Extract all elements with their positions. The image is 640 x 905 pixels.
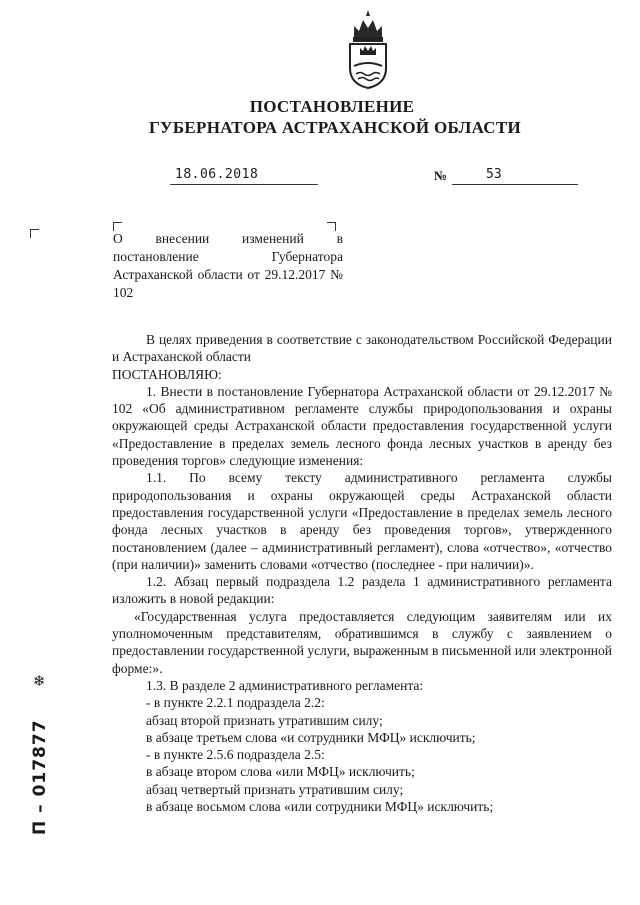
snowflake-icon: ❄ bbox=[33, 672, 46, 690]
body-paragraph: - в пункте 2.5.6 подраздела 2.5: bbox=[146, 747, 325, 763]
body-paragraph: ПОСТАНОВЛЯЮ: bbox=[112, 366, 222, 382]
body-paragraph: абзац второй признать утратившим силу; bbox=[146, 712, 383, 728]
date-value: 18.06.2018 bbox=[175, 167, 259, 182]
number-field bbox=[452, 168, 578, 185]
body-paragraph: абзац четвертый признать утратившим силу; bbox=[146, 781, 404, 797]
body-paragraph: в абзаце втором слова «или МФЦ» исключить; bbox=[146, 764, 415, 780]
body-paragraph: «Государственная услуга предоставляется следующим заявителям или их уполномоченным представителям, обратившимся в службу с заявлением о предоставлении государственной услуги, выраженным в письменной или электронной форме:». bbox=[112, 608, 612, 676]
coat-of-arms-emblem bbox=[340, 8, 396, 90]
body-paragraph: в абзаце третьем слова «и сотрудники МФЦ» исключить; bbox=[146, 729, 476, 745]
number-value: 53 bbox=[486, 167, 502, 182]
date-field bbox=[170, 168, 318, 185]
document-body bbox=[112, 331, 612, 815]
body-paragraph: В целях приведения в соответствие с законодательством Российской Федерации и Астраханской области bbox=[112, 332, 612, 365]
body-paragraph: 1.2. Абзац первый подраздела 1.2 раздела 1 административного регламента изложить в новой редакции: bbox=[112, 574, 612, 607]
number-sign: № bbox=[434, 168, 448, 183]
body-paragraph: 1.3. В разделе 2 административного регламента: bbox=[146, 677, 424, 693]
body-paragraph: - в пункте 2.2.1 подраздела 2.2: bbox=[146, 695, 325, 711]
body-paragraph: 1.1. По всему тексту административного регламента службы природопользования и охраны окружающей среды Астраханской области предоставления государственной услуги «Предоставление в пределах земель лесного фонда лесных участков в аренду без проведения торгов», утвержденного постановлением (далее – административный регламент), слова «отчество», «отчество (при наличии)» заменить словами «отчество (последнее - при наличии)». bbox=[112, 470, 612, 572]
body-paragraph: 1. Внести в постановление Губернатора Астраханской области от 29.12.2017 № 102 «Об административном регламенте службы природопользования и охраны окружающей среды Астраханской области предоставления государственной услуги «Предоставление в пределах земель лесного фонда лесных участков в аренду без проведения торгов» следующие изменения: bbox=[112, 383, 612, 469]
document-title: ПОСТАНОВЛЕНИЕ bbox=[249, 97, 415, 116]
form-serial-number: П – 017877 bbox=[30, 719, 50, 835]
body-paragraph: в абзаце восьмом слова «или сотрудники МФЦ» исключить; bbox=[146, 799, 494, 815]
corner-mark-left bbox=[30, 229, 39, 238]
document-subject: О внесении изменений в постановление Губернатора Астраханской области от 29.12.2017 № 102 bbox=[113, 231, 343, 300]
document-issuer: ГУБЕРНАТОРА АСТРАХАНСКОЙ ОБЛАСТИ bbox=[148, 118, 522, 137]
